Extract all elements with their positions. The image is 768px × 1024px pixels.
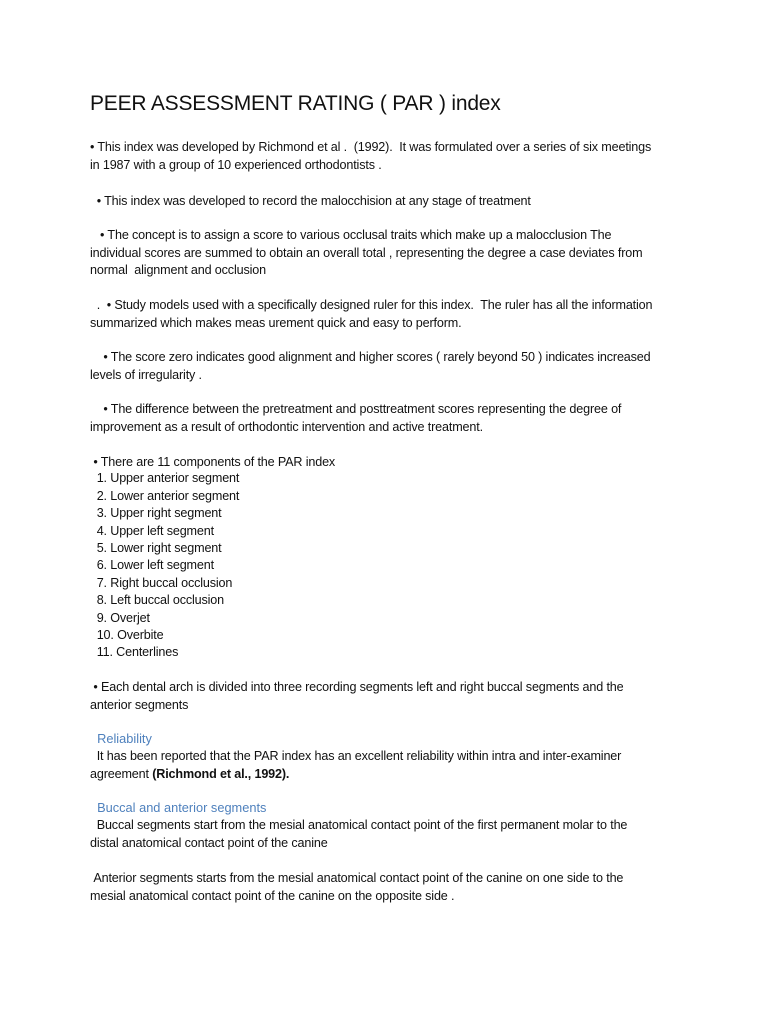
heading-reliability: Reliability bbox=[90, 731, 152, 746]
components-intro: • There are 11 components of the PAR index bbox=[90, 455, 336, 469]
list-item: 11. Centerlines bbox=[90, 645, 179, 659]
paragraph-recording-segments: • Each dental arch is divided into three recording segments left and right buccal segments and the anterior segments bbox=[90, 680, 624, 712]
reliability-citation: (Richmond et al., 1992). bbox=[152, 766, 290, 781]
paragraph-score-meaning: • The score zero indicates good alignment and higher scores ( rarely beyond 50 ) indicates increased levels of irregularity . bbox=[90, 350, 651, 382]
list-item: 9. Overjet bbox=[90, 611, 150, 625]
list-item: 8. Left buccal occlusion bbox=[90, 593, 225, 607]
list-item: 2. Lower anterior segment bbox=[90, 489, 240, 503]
paragraph-anterior-segments: Anterior segments starts from the mesial anatomical contact point of the canine on one side to the mesial anatomical contact point of the canine on the opposite side . bbox=[90, 871, 624, 903]
reliability-text: It has been reported that the PAR index has an excellent reliability within intra and inter-examiner agreement bbox=[90, 749, 622, 781]
list-item: 4. Upper left segment bbox=[90, 524, 214, 538]
paragraph-index-origin: • This index was developed by Richmond et al . (1992). It was formulated over a series of six meetings in 1987 with a group of 10 experienced orthodontists . bbox=[90, 140, 652, 172]
list-item: 3. Upper right segment bbox=[90, 506, 222, 520]
list-item: 5. Lower right segment bbox=[90, 541, 222, 555]
paragraph-index-purpose: • This index was developed to record the malocchision at any stage of treatment bbox=[90, 194, 531, 208]
list-item: 1. Upper anterior segment bbox=[90, 471, 240, 485]
paragraph-score-concept: • The concept is to assign a score to various occlusal traits which make up a malocclusion The individual scores are summed to obtain an overall total , representing the degree a case deviates from normal alignment and occlusion bbox=[90, 228, 643, 277]
paragraph-score-difference: • The difference between the pretreatment and posttreatment scores representing the degree of improvement as a result of orthodontic intervention and active treatment. bbox=[90, 402, 622, 434]
heading-buccal-anterior-segments: Buccal and anterior segments bbox=[90, 800, 267, 815]
paragraph-study-models: . • Study models used with a specifically designed ruler for this index. The ruler has all the information summarized which makes meas urement quick and easy to perform. bbox=[90, 298, 653, 330]
list-item: 10. Overbite bbox=[90, 628, 164, 642]
page-title: PEER ASSESSMENT RATING ( PAR ) index bbox=[90, 92, 501, 115]
paragraph-buccal-segments: Buccal segments start from the mesial anatomical contact point of the first permanent molar to the distal anatomical contact point of the canine bbox=[90, 818, 628, 850]
list-item: 7. Right buccal occlusion bbox=[90, 576, 233, 590]
list-item: 6. Lower left segment bbox=[90, 558, 214, 572]
paragraph-reliability bbox=[90, 748, 690, 783]
